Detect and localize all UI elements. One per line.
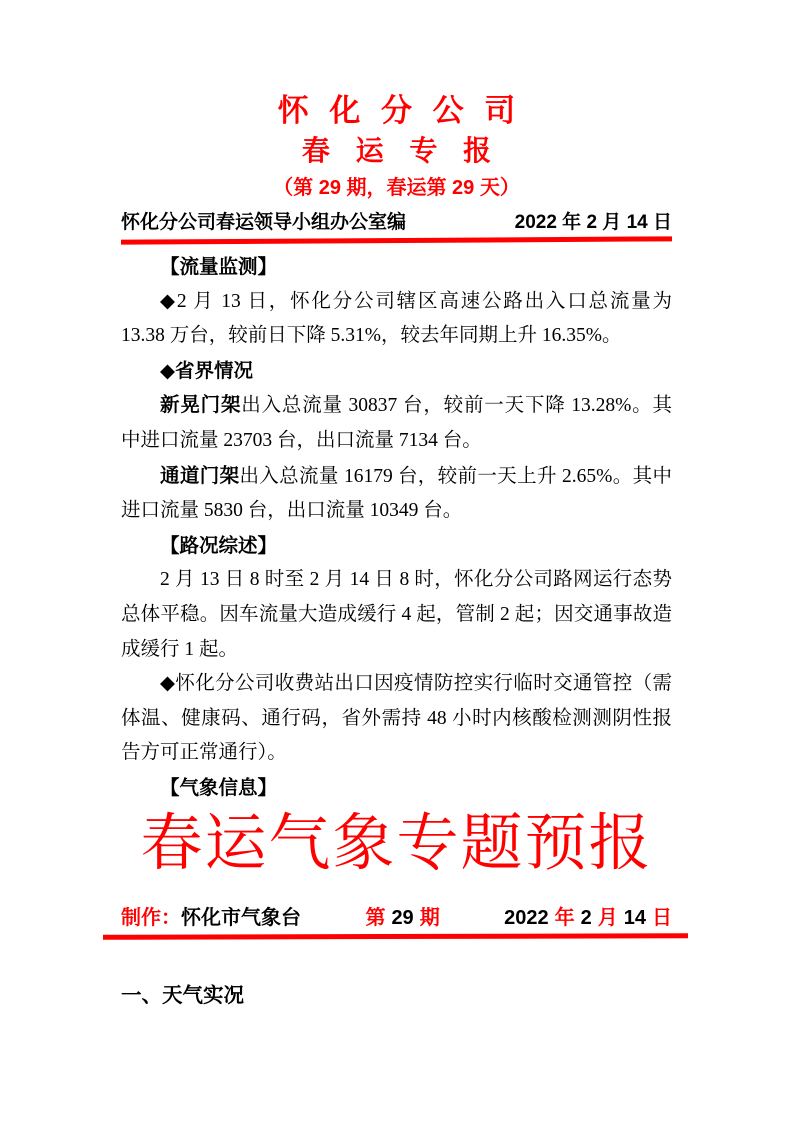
road-summary-paragraph: 2 月 13 日 8 时至 2 月 14 日 8 时，怀化分公司路网运行态势总体平稳。因车流量大造成缓行 4 起，管制 2 起；因交通事故造成缓行 1 起。 — [121, 569, 672, 660]
issue-number: 29 — [391, 906, 414, 929]
road-section-heading: 【路况综述】 — [160, 534, 278, 557]
xinhuang-gantry-label: 新晃门架 — [160, 394, 242, 417]
doc-header — [121, 90, 672, 243]
date-month: 2 — [580, 906, 592, 929]
traffic-total-paragraph: ◆2 月 13 日，怀化分公司辖区高速公路出入口总流量为 13.38 万台，较前日下降 5.31%，较去年同期上升 16.35%。 — [121, 290, 672, 347]
tongdao-gantry-paragraph — [121, 459, 672, 529]
red-rule-top — [121, 236, 672, 244]
weather-banner-title: 春运气象专题预报 — [140, 809, 653, 878]
date-year-unit: 年 — [554, 906, 575, 929]
date-day-unit: 日 — [652, 906, 672, 929]
xinhuang-gantry-text: 出入总流量 30837 台，较前一天下降 13.28%。其中进口流量 23703 台，出口流量 7134 台。 — [121, 395, 672, 451]
producer-row — [121, 906, 672, 930]
section-one-heading: 一、天气实况 — [121, 983, 244, 1007]
border-status-heading: ◆省界情况 — [160, 359, 253, 382]
date-month-unit: 月 — [597, 906, 618, 929]
weather-section-heading: 【气象信息】 — [160, 776, 278, 799]
date-year: 2022 — [504, 906, 549, 929]
xinhuang-gantry-paragraph — [121, 388, 672, 458]
traffic-section-heading: 【流量监测】 — [160, 256, 278, 278]
issue-subtitle: （第 29 期，春运第 29 天） — [273, 177, 520, 199]
company-title: 怀 化 分 公 司 — [277, 93, 522, 128]
epidemic-control-paragraph: ◆怀化分公司收费站出口因疫情防控实行临时交通管控（需体温、健康码、通行码，省外需持 48 小时内核酸检测测阴性报告方可正常通行）。 — [121, 673, 672, 764]
producer-label: 制作： — [121, 906, 181, 929]
date-day: 14 — [623, 906, 646, 929]
issue-date-group — [504, 906, 672, 930]
producer-name: 怀化市气象台 — [181, 906, 301, 929]
producer-group — [121, 906, 301, 930]
bulletin-title: 春 运 专 报 — [301, 135, 501, 166]
issue-prefix: 第 — [365, 906, 386, 929]
issue-number-group — [365, 906, 439, 930]
red-rule-bottom — [103, 933, 688, 940]
editor-credit: 怀化分公司春运领导小组办公室编 — [121, 212, 407, 233]
issue-suffix: 期 — [419, 906, 440, 929]
tongdao-gantry-label: 通道门架 — [160, 464, 240, 487]
bulletin-body — [121, 250, 672, 806]
tongdao-gantry-text: 出入总流量 16179 台，较前一天上升 2.65%。其中进口流量 5830 台，出口流量 10349 台。 — [121, 465, 672, 522]
header-date: 2022 年 2 月 14 日 — [514, 212, 672, 233]
editor-row — [121, 210, 672, 236]
